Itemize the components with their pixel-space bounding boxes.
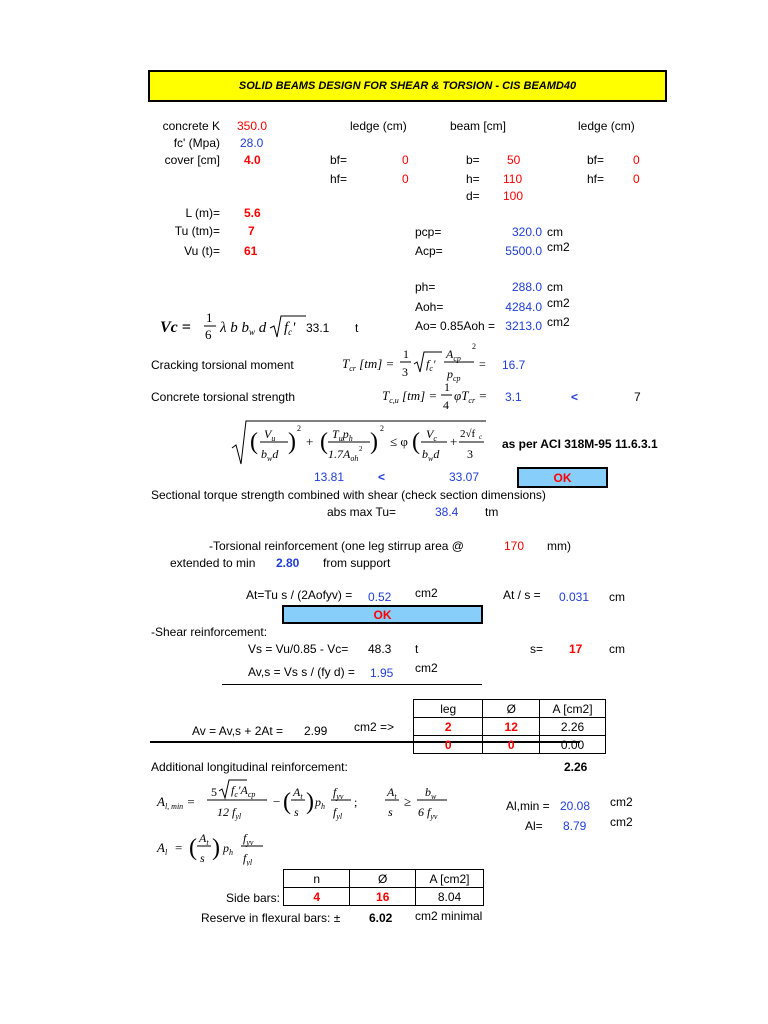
svg-text:12 fyl: 12 $f_{yl}$ [217, 805, 242, 821]
Al-label: Al= [525, 819, 543, 833]
Tu-label: Tu (tm)= [174, 224, 220, 238]
shear-reinf-label: -Shear reinforcement: [151, 625, 268, 639]
table-cell: 0.00 [540, 736, 606, 754]
svg-text:2: 2 [472, 342, 476, 351]
torsional-strength-label: Concrete torsional strength [151, 390, 296, 404]
Ats-label: At / s = [503, 588, 541, 602]
aci-reference: as per ACI 318M-95 11.6.3.1 [502, 437, 658, 451]
table-header-row [284, 870, 484, 888]
beam-b-label: b= [466, 153, 480, 167]
table-header-row [414, 700, 606, 718]
reserve-unit: cm2 minimal [415, 909, 483, 923]
Aoh-unit: cm2 [547, 296, 570, 310]
svg-text:Tc,u [tm] =: $T_{c,u}$ [tm] = [382, 388, 438, 405]
interaction-lhs: 13.81 [314, 470, 345, 484]
Vu-label: Vu (t)= [184, 244, 220, 258]
s-unit: cm [609, 642, 625, 656]
cover-label: cover [cm] [164, 153, 220, 167]
long-reinf-label: Additional longitudinal reinforcement: [151, 760, 348, 774]
svg-text:1: 1 [206, 310, 213, 325]
interaction-note: Sectional torque strength combined with shear (check section dimensions) [151, 488, 546, 502]
At-value: 0.52 [368, 590, 392, 604]
svg-text:;: ; [354, 795, 358, 809]
svg-text:bwd: $b_wd$ [261, 447, 279, 463]
svg-text:4: 4 [443, 398, 449, 412]
svg-text:Al, min =: $A_{l, min}$ = [157, 794, 196, 811]
svg-text:(: ( [412, 429, 420, 455]
torsional-reinf-status: OK [282, 605, 483, 624]
Vs-unit: t [415, 642, 419, 656]
beam-header: beam [cm] [450, 119, 507, 133]
absmax-value: 38.4 [435, 505, 459, 519]
table-header: leg [414, 700, 483, 718]
stirrup-spacing-unit: mm) [547, 539, 571, 553]
pcp-value: 320.0 [511, 225, 542, 239]
Ats-value: 0.031 [559, 590, 590, 604]
table-cell[interactable]: 12 [483, 718, 540, 736]
svg-text:fc': $f_c'$ [426, 357, 436, 373]
fc-value: 28.0 [240, 136, 264, 150]
svg-text:≤ φ: ≤ φ [390, 434, 408, 449]
svg-text:=: = [479, 357, 486, 371]
reserve-label: Reserve in flexural bars: ± [201, 911, 341, 925]
extend-unit: from support [323, 556, 391, 570]
svg-text:pcp: $p_{cp}$ [447, 367, 461, 383]
svg-text:fyv: $f_{yv}$ [243, 831, 254, 847]
s-value[interactable]: 17 [569, 642, 583, 656]
svg-text:fyv: $f_{yv}$ [333, 785, 344, 801]
cover-value[interactable]: 4.0 [244, 153, 261, 167]
ledge-right-hf-value[interactable]: 0 [633, 172, 640, 186]
av-unit: cm2 => [354, 720, 395, 734]
ledge-right-bf-label: bf= [587, 153, 605, 167]
svg-text:c: c [479, 433, 483, 441]
interaction-status: OK [517, 467, 608, 488]
svg-text:): ) [212, 835, 220, 861]
Ats-unit: cm [609, 590, 625, 604]
reserve-value: 6.02 [369, 911, 393, 925]
svg-text:1: 1 [444, 380, 450, 394]
svg-text:ph: $p_h$ [315, 795, 325, 811]
svg-text:): ) [370, 429, 378, 455]
interaction-formula [228, 418, 490, 468]
svg-text:At: $A_t$ [199, 831, 209, 847]
concrete-label: concrete K [162, 119, 220, 133]
svg-text:s: s [294, 805, 299, 819]
long-reinf-formula [155, 776, 455, 866]
beam-h-value[interactable]: 110 [503, 172, 523, 186]
svg-text:At: $A_t$ [293, 785, 303, 801]
concrete-value[interactable]: 350.0 [237, 119, 268, 133]
stirrup-total: 2.26 [564, 760, 588, 774]
torsional-strength-cmp: < [571, 390, 579, 404]
table-header: Ø [483, 700, 540, 718]
svg-text:Acp: $A_{cp}$ [446, 347, 461, 363]
svg-text:=: = [175, 840, 183, 855]
svg-text:fc'Acp: $f_c'A_{cp}$ [231, 783, 256, 799]
beam-d-label: d= [466, 189, 480, 203]
ph-value: 288.0 [511, 280, 542, 294]
Ao-unit: cm2 [547, 315, 570, 329]
svg-text:bwd: $b_wd$ [422, 447, 440, 463]
ledge-left-hf-label: hf= [330, 172, 348, 186]
torsional-strength-value: 3.1 [505, 390, 522, 404]
Avs-unit: cm2 [415, 661, 438, 675]
ledge-left-hf-value[interactable]: 0 [402, 172, 409, 186]
absmax-unit: tm [485, 505, 499, 519]
svg-text:(: ( [320, 429, 328, 455]
table-header: A [cm2] [416, 870, 484, 888]
Vs-label: Vs = Vu/0.85 - Vc= [248, 642, 349, 656]
svg-text:λ b bw d: λ b $b_w$ d [220, 320, 267, 337]
stirrup-table [413, 699, 606, 754]
av-value: 2.99 [304, 724, 328, 738]
torsional-strength-tu: 7 [634, 390, 641, 404]
table-cell[interactable]: 4 [284, 888, 350, 906]
beam-b-value[interactable]: 50 [507, 153, 521, 167]
beam-d-value[interactable]: 100 [503, 189, 524, 203]
Almin-value: 20.08 [560, 799, 591, 813]
Al-unit: cm2 [610, 815, 633, 829]
torsional-strength-formula [380, 378, 490, 416]
cracking-value: 16.7 [502, 358, 526, 372]
table-row [414, 718, 606, 736]
svg-text:6: 6 [205, 327, 212, 342]
svg-text:Tcr [tm] =: $T_{cr}$ [tm] = [342, 356, 395, 373]
ledge-right-header: ledge (cm) [578, 119, 635, 133]
divider-line [222, 684, 482, 685]
table-header: Ø [350, 870, 416, 888]
table-row [284, 888, 484, 906]
svg-text:3: 3 [402, 365, 408, 379]
table-cell[interactable]: 0 [483, 736, 540, 754]
side-bars-label: Side bars: [225, 891, 280, 905]
table-cell[interactable]: 0 [414, 736, 483, 754]
pcp-unit: cm [547, 225, 563, 239]
svg-text:+: + [306, 434, 314, 449]
svg-text:+: + [450, 434, 458, 449]
vc-formula [158, 306, 308, 348]
Almin-label: Al,min = [506, 799, 550, 813]
svg-text:): ) [306, 789, 314, 815]
svg-text:(: ( [283, 789, 291, 815]
svg-text:): ) [288, 429, 296, 455]
svg-text:≥: ≥ [404, 794, 412, 809]
svg-text:6 fyv: 6 $f_{yv}$ [418, 805, 438, 821]
ledge-left-header: ledge (cm) [350, 119, 407, 133]
svg-text:Al: $A_l$ [157, 840, 168, 857]
svg-text:2: 2 [297, 424, 301, 433]
svg-text:At: $A_t$ [387, 785, 397, 801]
svg-text:Vc =: Vc = [160, 319, 191, 336]
Avs-value: 1.95 [370, 666, 394, 680]
Vu-value[interactable]: 61 [244, 244, 258, 258]
Al-value: 8.79 [563, 819, 587, 833]
vc-value: 33.1 [306, 321, 330, 335]
table-cell: 2.26 [540, 718, 606, 736]
svg-text:bw: $b_w$ [425, 785, 437, 801]
ph-unit: cm [547, 280, 563, 294]
side-bars-table [283, 869, 484, 906]
Vs-value: 48.3 [368, 642, 392, 656]
stirrup-spacing[interactable]: 170 [504, 539, 525, 553]
At-unit: cm2 [415, 586, 438, 600]
beam-h-label: h= [466, 172, 480, 186]
svg-text:2: 2 [380, 424, 384, 433]
table-row [414, 736, 606, 754]
table-header: n [284, 870, 350, 888]
svg-text:ph: $p_h$ [223, 841, 233, 857]
table-cell: 8.04 [416, 888, 484, 906]
svg-text:fyl: $f_{yl}$ [243, 851, 253, 866]
svg-text:s: s [200, 851, 205, 865]
svg-text:1.7Aoh: $1.7A_{oh}$ [328, 447, 359, 463]
L-label: L (m)= [185, 206, 220, 220]
table-header: A [cm2] [540, 700, 606, 718]
ledge-right-hf-label: hf= [587, 172, 605, 186]
svg-text:Tuph: $T_up_h$ [332, 427, 353, 443]
Acp-unit: cm2 [547, 240, 570, 254]
pcp-label: pcp= [415, 225, 442, 239]
Almin-unit: cm2 [610, 795, 633, 809]
svg-text:Vc: $V_c$ [426, 427, 437, 443]
sheet-title: SOLID BEAMS DESIGN FOR SHEAR & TORSION - CIS BEAMD40 [148, 70, 667, 102]
svg-text:fyl: $f_{yl}$ [333, 805, 343, 821]
svg-text:2: 2 [359, 445, 363, 453]
table-cell[interactable]: 16 [350, 888, 416, 906]
extend-label: extended to min [170, 556, 256, 570]
svg-text:1: 1 [403, 347, 409, 361]
Tu-value[interactable]: 7 [248, 224, 255, 238]
Ao-value: 3213.0 [505, 319, 542, 333]
svg-text:5: 5 [211, 785, 217, 799]
table-cell[interactable]: 2 [414, 718, 483, 736]
fc-label: fc' (Mpa) [173, 136, 220, 150]
Acp-value: 5500.0 [505, 244, 542, 258]
svg-text:(: ( [189, 835, 197, 861]
Ao-label: Ao= 0.85Aoh = [415, 319, 496, 333]
Aoh-value: 4284.0 [505, 300, 542, 314]
ph-label: ph= [415, 280, 436, 294]
vc-unit: t [355, 321, 359, 335]
svg-text:(: ( [250, 429, 258, 455]
At-label: At=Tu s / (2Aofyv) = [246, 588, 353, 602]
s-label: s= [530, 642, 544, 656]
svg-text:fc': $f_c'$ [284, 320, 296, 337]
svg-text:−: − [273, 794, 281, 809]
svg-text:3: 3 [467, 447, 473, 461]
L-value[interactable]: 5.6 [244, 206, 261, 220]
Avs-label: Av,s = Vs s / (fy d) = [248, 665, 355, 679]
interaction-cmp: < [378, 470, 386, 484]
svg-text:φTcr =: $\varphi T_{cr}$ = [454, 388, 488, 405]
ledge-left-bf-value[interactable]: 0 [402, 153, 409, 167]
av-label: Av = Av,s + 2At = [192, 724, 284, 738]
interaction-rhs: 33.07 [449, 470, 480, 484]
svg-text:s: s [388, 805, 393, 819]
absmax-label: abs max Tu= [327, 505, 397, 519]
Aoh-label: Aoh= [415, 300, 444, 314]
ledge-left-bf-label: bf= [330, 153, 348, 167]
svg-text:2√f: 2√f [460, 428, 476, 440]
torsional-reinf-label: -Torsional reinforcement (one leg stirrup area @ [209, 539, 464, 553]
extend-value: 2.80 [276, 556, 300, 570]
Acp-label: Acp= [415, 244, 443, 258]
svg-text:Vu: $V_u$ [264, 427, 276, 443]
cracking-label: Cracking torsional moment [151, 358, 294, 372]
ledge-right-bf-value[interactable]: 0 [633, 153, 640, 167]
